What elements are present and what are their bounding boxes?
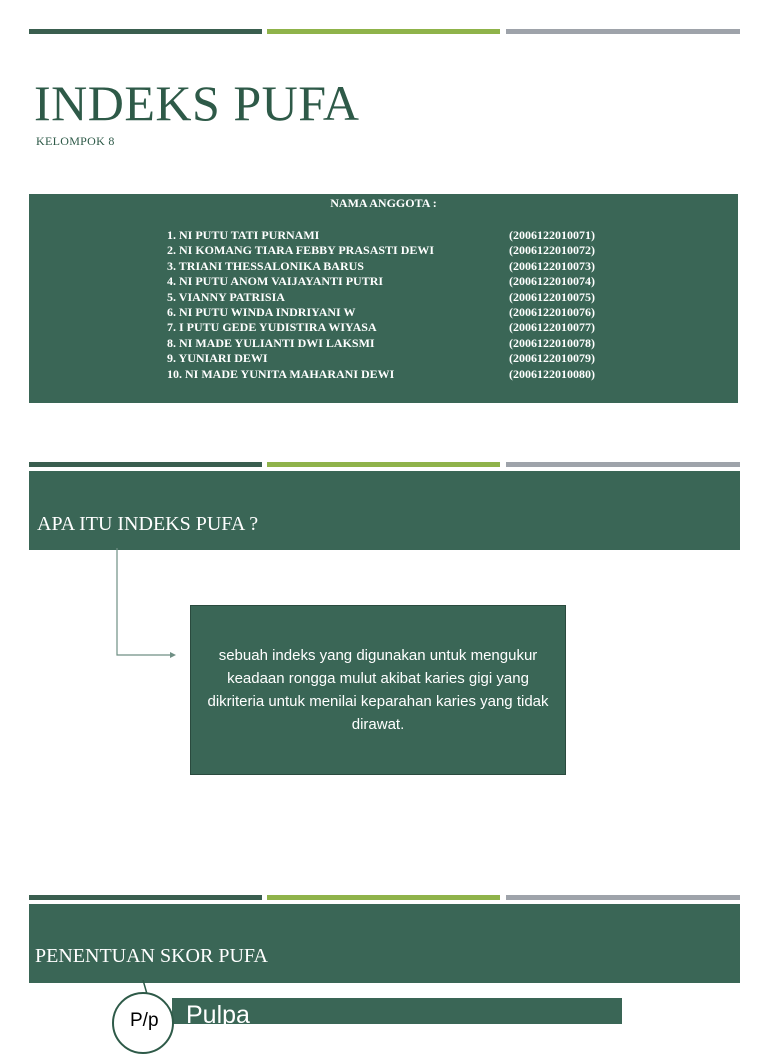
member-row bbox=[167, 320, 617, 335]
member-row bbox=[167, 243, 617, 258]
slide2-title: APA ITU INDEKS PUFA ? bbox=[37, 513, 259, 535]
slide3-title: PENENTUAN SKOR PUFA bbox=[35, 945, 268, 967]
member-name: 6. NI PUTU WINDA INDRIYANI W bbox=[167, 305, 356, 319]
member-row bbox=[167, 228, 617, 243]
member-name: 9. YUNIARI DEWI bbox=[167, 351, 268, 366]
member-nim: (2006122010073) bbox=[509, 258, 595, 273]
member-name: 10. NI MADE YUNITA MAHARANI DEWI bbox=[167, 366, 395, 381]
slide3-accent-bar-gray bbox=[506, 895, 740, 900]
member-nim: (2006122010071) bbox=[509, 228, 595, 242]
member-name: 7. I PUTU GEDE YUDISTIRA WIYASA bbox=[167, 320, 377, 335]
member-row bbox=[167, 290, 617, 305]
page-subtitle: KELOMPOK 8 bbox=[36, 134, 115, 148]
member-row bbox=[167, 367, 617, 382]
definition-box bbox=[190, 605, 566, 775]
member-row bbox=[167, 351, 617, 366]
member-nim: (2006122010080) bbox=[509, 366, 595, 381]
pulpa-label: Pulpa bbox=[186, 1001, 250, 1029]
pulpa-code-circle bbox=[112, 992, 174, 1054]
member-nim: (2006122010079) bbox=[509, 351, 595, 366]
definition-text: sebuah indeks yang digunakan untuk mengukur keadaan rongga mulut akibat karies gigi yang dikriteria untuk menilai keparahan karies yang tidak dirawat. bbox=[207, 647, 549, 733]
top-accent-bar-dark bbox=[29, 29, 262, 34]
member-name: 1. NI PUTU TATI PURNAMI bbox=[167, 228, 320, 242]
slide2-accent-bar-dark bbox=[29, 462, 262, 467]
members-heading: NAMA ANGGOTA : bbox=[330, 196, 437, 210]
slide3-title-band bbox=[29, 904, 740, 983]
pulpa-box bbox=[172, 998, 622, 1029]
member-nim: (2006122010078) bbox=[509, 335, 595, 350]
connector-arrow bbox=[110, 548, 182, 662]
member-name: 2. NI KOMANG TIARA FEBBY PRASASTI DEWI bbox=[167, 243, 435, 258]
member-name: 4. NI PUTU ANOM VAIJAYANTI PUTRI bbox=[167, 274, 384, 289]
slide2-title-band bbox=[29, 471, 740, 550]
slide3-accent-bar-green bbox=[267, 895, 500, 900]
member-nim: (2006122010076) bbox=[509, 305, 595, 319]
member-nim: (2006122010072) bbox=[509, 243, 595, 258]
pulpa-code: P/p bbox=[130, 1010, 159, 1031]
member-name: 5. VIANNY PATRISIA bbox=[167, 289, 285, 304]
member-row bbox=[167, 305, 617, 320]
members-box bbox=[29, 194, 738, 403]
member-nim: (2006122010074) bbox=[509, 274, 595, 289]
top-accent-bar-gray bbox=[506, 29, 740, 34]
top-accent-bar-green bbox=[267, 29, 500, 34]
member-row bbox=[167, 274, 617, 289]
page-title: INDEKS PUFA bbox=[34, 75, 360, 131]
member-name: 3. TRIANI THESSALONIKA BARUS bbox=[167, 258, 364, 273]
member-nim: (2006122010075) bbox=[509, 289, 595, 304]
member-row bbox=[167, 259, 617, 274]
member-name: 8. NI MADE YULIANTI DWI LAKSMI bbox=[167, 335, 375, 350]
member-row bbox=[167, 336, 617, 351]
member-nim: (2006122010077) bbox=[509, 320, 595, 335]
slide2-accent-bar-green bbox=[267, 462, 500, 467]
slide3-accent-bar-dark bbox=[29, 895, 262, 900]
slide2-accent-bar-gray bbox=[506, 462, 740, 467]
